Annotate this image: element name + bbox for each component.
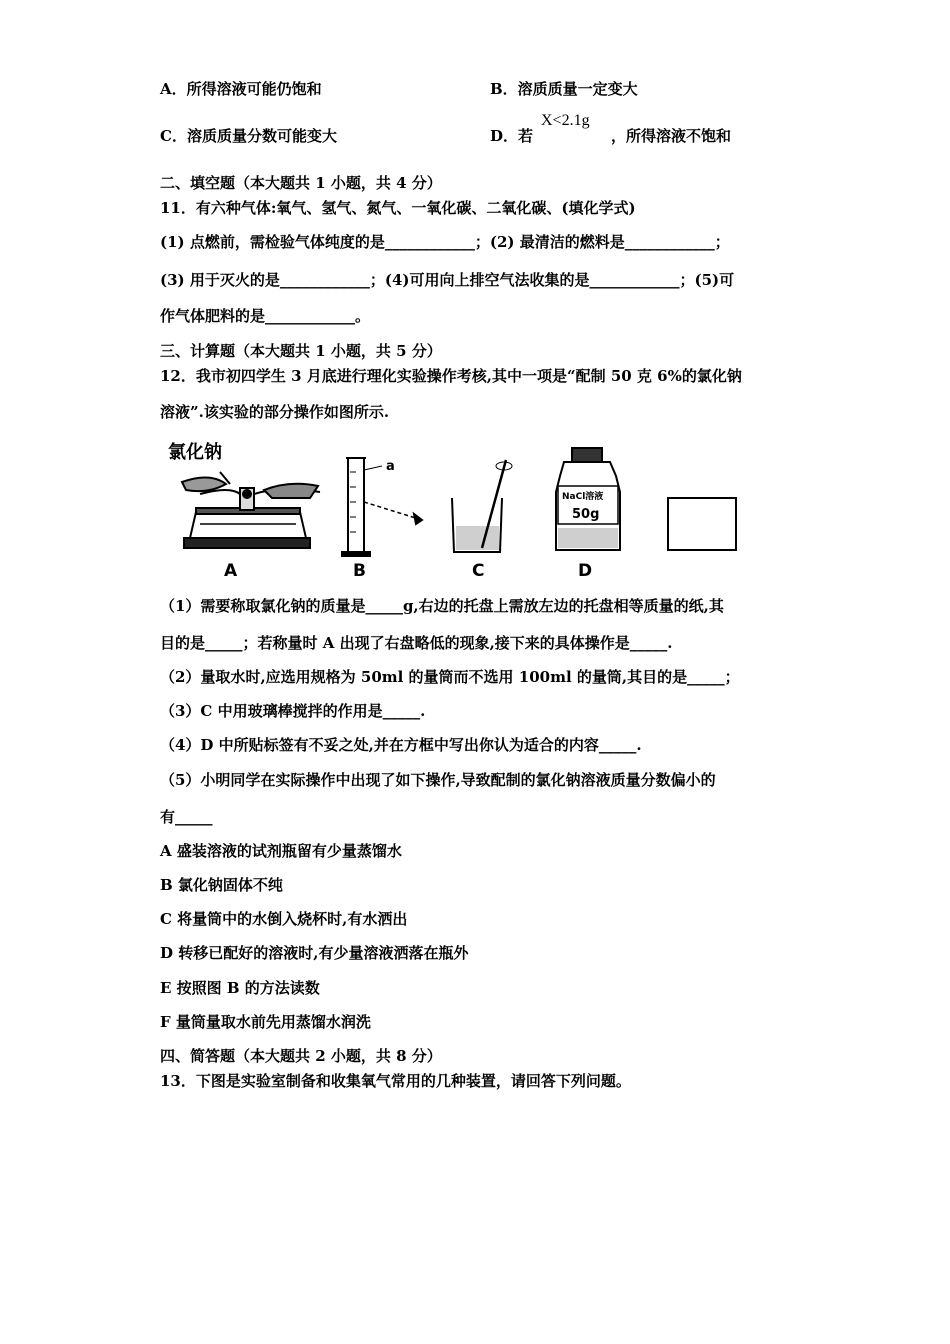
- q12-part3: （3）C 中用玻璃棒搅拌的作用是_____.: [160, 702, 426, 720]
- label-c: C: [472, 561, 485, 581]
- figure-title: 氯化钠: [168, 442, 222, 463]
- label-d: D: [578, 561, 593, 581]
- bottle-mass: 50g: [572, 507, 600, 522]
- option-c: C．溶质质量分数可能变大: [160, 127, 337, 145]
- q12-part2: （2）量取水时,应选用规格为 50ml 的量筒而不选用 100ml 的量筒,其目的是_____；: [160, 668, 740, 686]
- q12-part4: （4）D 中所贴标签有不妥之处,并在方框中写出你认为适合的内容_____.: [160, 736, 642, 754]
- cylinder-mark: a: [386, 459, 395, 474]
- experiment-figure: [160, 432, 780, 582]
- balance-icon: [182, 472, 320, 548]
- answer-box: [668, 498, 736, 550]
- option-d-suffix: ，所得溶液不饱和: [611, 127, 732, 145]
- choice-a: A 盛装溶液的试剂瓶留有少量蒸馏水: [160, 842, 402, 860]
- option-d-prefix: D．若: [490, 127, 534, 145]
- q12-part1-line2: 目的是_____；若称量时 A 出现了右盘略低的现象,接下来的具体操作是_____.: [160, 634, 673, 652]
- section4-heading: 四、简答题（本大题共 2 小题，共 8 分）: [160, 1047, 442, 1065]
- choice-c: C 将量筒中的水倒入烧杯时,有水洒出: [160, 910, 408, 928]
- q13-stem: 13．下图是实验室制备和收集氧气常用的几种装置，请回答下列问题。: [160, 1072, 631, 1090]
- section3-heading: 三、计算题（本大题共 1 小题，共 5 分）: [160, 342, 442, 360]
- option-d-math: X<2.1g: [541, 112, 590, 129]
- q11-line1: (1) 点燃前，需检验气体纯度的是____________；(2) 最清洁的燃料是____________；: [160, 233, 730, 251]
- q12-part5-line1: （5）小明同学在实际操作中出现了如下操作,导致配制的氯化钠溶液质量分数偏小的: [160, 771, 716, 789]
- q11-line2: (3) 用于灭火的是____________；(4)可用向上排空气法收集的是____________；(5)可: [160, 271, 735, 289]
- q11-line3: 作气体肥料的是____________。: [160, 307, 371, 325]
- q12-part5-line2: 有_____: [160, 808, 213, 826]
- option-a: A．所得溶液可能仍饱和: [160, 80, 322, 98]
- label-a: A: [224, 561, 238, 581]
- option-d: [490, 125, 731, 146]
- q11-stem: 11．有六种气体:氧气、氢气、氮气、一氧化碳、二氧化碳、(填化学式): [160, 199, 636, 217]
- choice-e: E 按照图 B 的方法读数: [160, 979, 320, 997]
- section2-heading: 二、填空题（本大题共 1 小题，共 4 分）: [160, 174, 442, 192]
- q12-part1-line1: （1）需要称取氯化钠的质量是_____g,右边的托盘上需放左边的托盘相等质量的纸,其: [160, 597, 724, 615]
- choice-f: F 量筒量取水前先用蒸馏水润洗: [160, 1013, 371, 1031]
- option-b: B．溶质质量一定变大: [490, 80, 638, 98]
- cylinder-icon: [342, 458, 422, 556]
- bottle-label: NaCl溶液: [562, 492, 604, 502]
- q12-stem-line1: 12．我市初四学生 3 月底进行理化实验操作考核,其中一项是“配制 50 克 6%的氯化钠: [160, 367, 742, 385]
- beaker-icon: [452, 460, 512, 552]
- choice-d: D 转移已配好的溶液时,有少量溶液洒落在瓶外: [160, 944, 469, 962]
- q12-stem-line2: 溶液”.该实验的部分操作如图所示.: [160, 403, 390, 421]
- label-b: B: [353, 561, 366, 581]
- choice-b: B 氯化钠固体不纯: [160, 876, 283, 894]
